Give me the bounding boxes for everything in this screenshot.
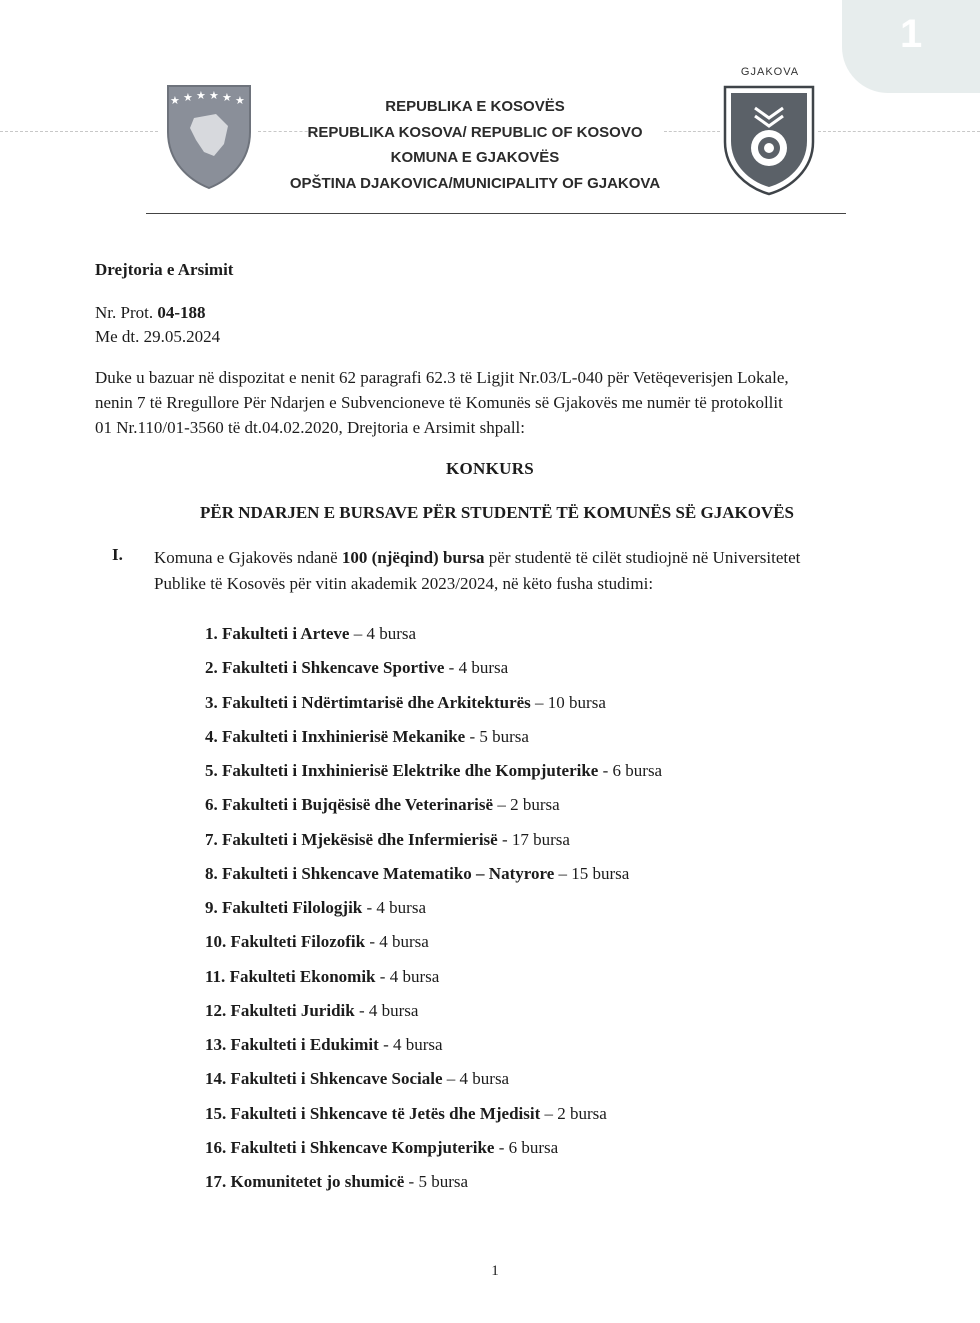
faculty-list-item <box>205 1067 662 1101</box>
faculty-scholarship-count: 4 bursa <box>379 932 429 952</box>
faculty-number: 2. <box>205 658 218 678</box>
faculty-list-item <box>205 896 662 930</box>
faculty-separator: - <box>365 932 380 952</box>
faculty-scholarship-count: 6 bursa <box>508 1137 559 1157</box>
header-line: OPŠTINA DJAKOVICA/MUNICIPALITY OF GJAKOVA <box>289 174 661 192</box>
faculty-list-item <box>205 1136 662 1170</box>
svg-text:★: ★ <box>222 91 232 104</box>
faculty-number: 6. <box>205 795 218 815</box>
svg-text:★: ★ <box>209 89 219 102</box>
page-badge <box>842 0 980 93</box>
faculty-list-item <box>205 725 662 759</box>
protocol-block <box>95 301 220 349</box>
faculty-scholarship-count: 6 bursa <box>612 761 663 780</box>
faculty-name: Fakulteti Juridik <box>230 1000 355 1020</box>
faculty-number: 12. <box>205 1000 227 1020</box>
faculty-list-item <box>205 965 662 999</box>
department-name: Drejtoria e Arsimit <box>95 260 234 279</box>
faculty-name: Fakulteti i Edukimit <box>230 1035 379 1054</box>
faculty-separator: – <box>530 692 548 712</box>
faculty-name: Fakulteti i Shkencave Sportive <box>222 658 445 678</box>
faculty-number: 7. <box>205 829 218 849</box>
faculty-list-item <box>205 1102 662 1136</box>
faculty-separator: - <box>354 1000 369 1020</box>
faculty-list-item <box>205 622 662 656</box>
section-text-part: për studentë të cilët studiojnë në Universitetet <box>488 548 801 567</box>
faculty-number: 10. <box>205 932 227 952</box>
header-line: REPUBLIKA E KOSOVËS <box>385 98 565 115</box>
faculty-number: 11. <box>205 966 226 986</box>
faculty-name: Fakulteti i Shkencave Matematiko – Natyrore <box>222 863 555 883</box>
faculty-separator: – <box>540 1103 558 1123</box>
faculty-scholarship-count: 2 bursa <box>510 795 560 815</box>
header-line: REPUBLIKA KOSOVA/ REPUBLIC OF KOSOVO <box>307 123 643 141</box>
document-subtitle: PËR NDARJEN E BURSAVE PËR STUDENTË TË KOMUNËS SË GJAKOVËS <box>199 503 795 522</box>
header-line: KOMUNA E GJAKOVËS <box>390 149 560 166</box>
faculty-name: Komunitetet jo shumicë <box>230 1172 405 1191</box>
faculty-number: 16. <box>205 1137 227 1157</box>
faculty-number: 4. <box>205 726 218 746</box>
faculty-scholarship-count: 4 bursa <box>368 1000 419 1020</box>
intro-line: 01 Nr.110/01-3560 të dt.04.02.2020, Drejtoria e Arsimit shpall: <box>95 418 525 437</box>
faculty-scholarship-count: 5 bursa <box>418 1172 469 1191</box>
faculty-number: 1. <box>205 624 218 643</box>
faculty-list-item <box>205 930 662 964</box>
faculty-list-item <box>205 999 662 1033</box>
faculty-name: Fakulteti i Inxhinierisë Elektrike dhe Kompjuterike <box>222 761 599 780</box>
svg-text:★: ★ <box>170 94 180 107</box>
intro-line: Duke u bazuar në dispozitat e nenit 62 paragrafi 62.3 të Ligjit Nr.03/L-040 për Vetëqeverisjen Lokale, <box>95 368 789 387</box>
faculty-scholarship-count: 15 bursa <box>571 863 630 883</box>
section-text-part: Komuna e Gjakovës ndanë <box>154 548 338 567</box>
faculty-list-item <box>205 691 662 725</box>
protocol-number: 04-188 <box>157 303 206 322</box>
faculty-name: Fakulteti i Shkencave Sociale <box>230 1069 443 1089</box>
faculty-number: 5. <box>205 761 218 780</box>
faculty-separator: - <box>404 1172 419 1191</box>
faculty-separator: - <box>378 1035 393 1054</box>
faculty-scholarship-count: 4 bursa <box>389 966 440 986</box>
faculty-scholarship-count: 17 bursa <box>511 829 570 849</box>
faculty-name: Fakulteti i Inxhinierisë Mekanike <box>222 726 466 746</box>
section-text <box>154 545 914 597</box>
faculty-list-item <box>205 1170 662 1204</box>
protocol-date: Me dt. 29.05.2024 <box>95 327 221 346</box>
kosovo-coat-of-arms-icon <box>164 82 254 192</box>
faculty-name: Fakulteti i Bujqësisë dhe Veterinarisë <box>222 795 494 815</box>
faculty-list-item <box>205 656 662 690</box>
faculty-list-item <box>205 793 662 827</box>
intro-paragraph <box>95 365 915 440</box>
faculty-number: 3. <box>205 692 218 712</box>
faculty-scholarship-count: 5 bursa <box>479 726 529 746</box>
faculty-scholarship-count: 4 bursa <box>458 658 509 678</box>
faculty-list-item <box>205 862 662 896</box>
header-divider <box>146 213 846 214</box>
faculty-name: Fakulteti Filologjik <box>222 898 363 917</box>
faculty-name: Fakulteti Ekonomik <box>229 966 376 986</box>
faculty-separator: – <box>442 1069 460 1089</box>
faculty-number: 14. <box>205 1069 227 1089</box>
faculty-name: Fakulteti i Arteve <box>222 624 350 643</box>
faculty-list-item <box>205 759 662 793</box>
faculty-list <box>205 622 662 1204</box>
faculty-scholarship-count: 4 bursa <box>366 624 417 643</box>
scan-line-left <box>0 131 158 132</box>
faculty-separator: – <box>554 863 572 883</box>
faculty-separator: - <box>465 726 480 746</box>
faculty-list-item <box>205 828 662 862</box>
faculty-name: Fakulteti i Mjekësisë dhe Infermierisë <box>222 829 498 849</box>
svg-text:★: ★ <box>183 91 193 104</box>
faculty-number: 13. <box>205 1035 227 1054</box>
faculty-scholarship-count: 4 bursa <box>392 1035 443 1054</box>
gjakova-crest-icon <box>722 84 816 196</box>
section-text-bold: 100 (njëqind) bursa <box>341 548 485 567</box>
faculty-separator: - <box>598 761 613 780</box>
faculty-scholarship-count: 10 bursa <box>547 692 606 712</box>
gjakova-logo-label: GJAKOVA <box>740 66 800 78</box>
protocol-label: Nr. Prot. <box>95 303 154 322</box>
faculty-separator: - <box>375 966 390 986</box>
faculty-name: Fakulteti i Shkencave të Jetës dhe Mjedisit <box>230 1103 541 1123</box>
faculty-name: Fakulteti i Shkencave Kompjuterike <box>230 1137 495 1157</box>
faculty-separator: - <box>444 658 459 678</box>
faculty-separator: – <box>349 624 367 643</box>
faculty-number: 8. <box>205 863 218 883</box>
document-title: KONKURS <box>445 459 535 478</box>
faculty-number: 17. <box>205 1172 227 1191</box>
faculty-scholarship-count: 2 bursa <box>557 1103 607 1123</box>
page-number: 1 <box>491 1263 499 1279</box>
faculty-scholarship-count: 4 bursa <box>376 898 426 917</box>
faculty-name: Fakulteti i Ndërtimtarisë dhe Arkitekturës <box>222 692 531 712</box>
faculty-number: 9. <box>205 898 218 917</box>
faculty-separator: - <box>362 898 377 917</box>
faculty-list-item <box>205 1033 662 1067</box>
faculty-scholarship-count: 4 bursa <box>459 1069 510 1089</box>
intro-line: nenin 7 të Rregullore Për Ndarjen e Subvencioneve të Komunës së Gjakovës me numër të protokollit <box>95 393 783 412</box>
section-text-line: Publike të Kosovës për vitin akademik 2023/2024, në këto fusha studimi: <box>154 574 654 593</box>
institution-header <box>270 94 680 196</box>
svg-text:★: ★ <box>196 89 206 102</box>
svg-text:★: ★ <box>235 94 245 107</box>
section-number: I. <box>112 545 123 564</box>
page-badge-number: 1 <box>900 12 923 56</box>
faculty-separator: - <box>497 829 512 849</box>
faculty-separator: – <box>493 795 511 815</box>
faculty-separator: - <box>494 1137 509 1157</box>
faculty-number: 15. <box>205 1103 227 1123</box>
scan-line-right <box>818 131 980 132</box>
faculty-name: Fakulteti Filozofik <box>230 932 366 952</box>
